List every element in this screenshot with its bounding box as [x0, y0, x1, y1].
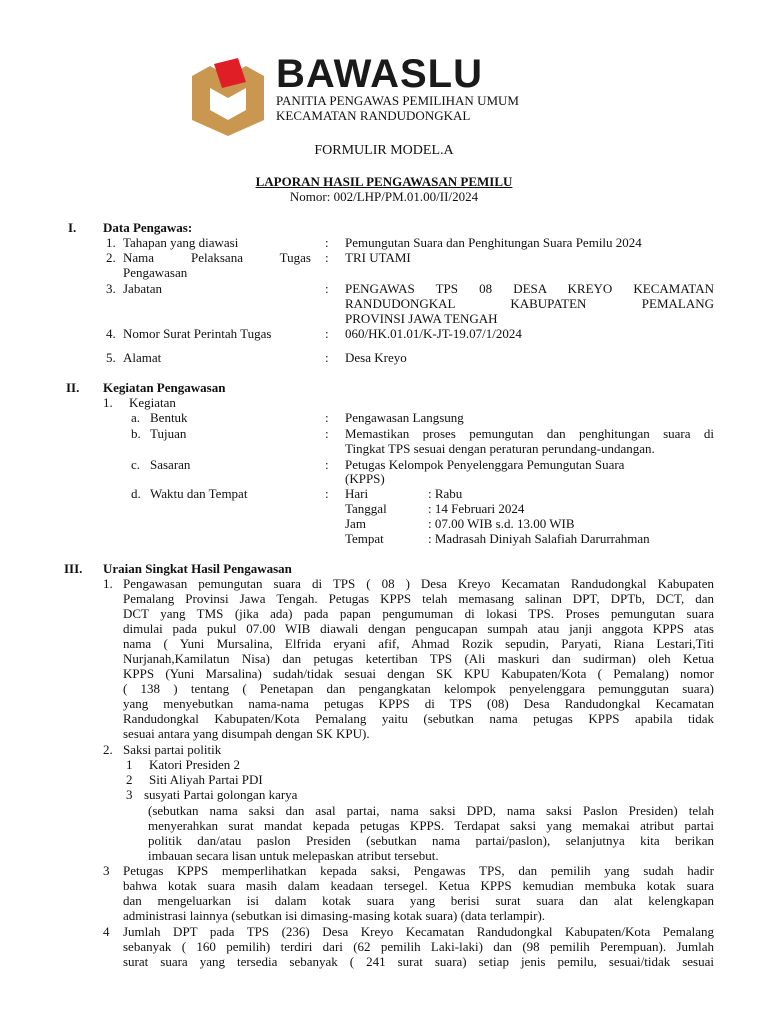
c-letter: c.	[131, 457, 141, 472]
item4-label: Nomor Surat Perintah Tugas	[123, 326, 272, 341]
c-value-line1: Petugas Kelompok Penyelenggara Pemungutan Suara	[345, 457, 625, 472]
b-colon: :	[325, 426, 329, 441]
item3-value-line2: RANDUDONGKAL KABUPATEN PEMALANG	[345, 296, 714, 311]
p1-line: ( 138 ) tentang ( Penetapan dan pengangkatan kelompok penyelenggara pemunggutan suara)	[123, 681, 714, 696]
brand-wordmark: BAWASLU	[276, 52, 483, 96]
report-number: Nomor: 002/LHP/PM.01.00/II/2024	[289, 189, 479, 204]
d-colon: :	[325, 486, 329, 501]
item1-value: Pemungutan Suara dan Penghitungan Suara Pemilu 2024	[345, 235, 642, 250]
c-label: Sasaran	[150, 457, 191, 472]
d-key-jam: Jam	[345, 516, 366, 531]
a-label: Bentuk	[150, 410, 188, 425]
section1-roman: I.	[68, 220, 77, 235]
a-value: Pengawasan Langsung	[345, 410, 464, 425]
item2-value: TRI UTAMI	[345, 250, 411, 265]
item5-value: Desa Kreyo	[345, 350, 407, 365]
d-letter: d.	[131, 486, 141, 501]
item2-colon: :	[325, 250, 329, 265]
d-key-tanggal: Tanggal	[345, 501, 387, 516]
p4-line: Jumlah DPT pada TPS (236) Desa Kreyo Kecamatan Randudongkal Kabupaten/Kota Pemalang	[123, 924, 714, 939]
p3-line: Petugas KPPS memperlihatkan kepada saksi, Pengawas TPS, dan pemilih yang sudah hadir	[123, 863, 714, 878]
section2-sub-label: Kegiatan	[129, 395, 176, 410]
item3-value-line3: PROVINSI JAWA TENGAH	[345, 311, 498, 326]
item3-number: 3.	[106, 281, 116, 296]
witness-name: Katori Presiden 2	[149, 757, 240, 772]
p2-number: 2.	[103, 742, 113, 757]
bawaslu-logo-icon	[188, 58, 268, 138]
p4-number: 4	[103, 924, 110, 939]
witness-name: susyati Partai golongan karya	[144, 787, 298, 802]
p4-line: sebanyak ( 160 pemilih) terdiri dari (62 pemilih Laki-laki) dan (98 pemilih Perempuan). Jumlah	[123, 939, 714, 954]
b-value-line1: Memastikan proses pemungutan dan penghitungan suara di	[345, 426, 714, 441]
p3-line: administrasi lainnya (sebutkan isi dimasing-masing kotak suara) (data terlampir).	[123, 908, 546, 923]
item4-number: 4.	[106, 326, 116, 341]
section3-heading: Uraian Singkat Hasil Pengawasan	[103, 561, 292, 576]
p1-number: 1.	[103, 576, 113, 591]
p1-line: Pemalang Provinsi Jawa Tengah. Petugas KPPS telah memasang salinan DPT, DPTb, DCT, dan	[123, 591, 714, 606]
witness-number: 2	[126, 772, 133, 787]
p2-line: menyerahkan surat mandat kepada petugas KPPS. Terdapat saksi yang memakai atribut partai	[148, 818, 714, 833]
item5-number: 5.	[106, 350, 116, 365]
item2-label: Nama Pelaksana Tugas	[123, 250, 311, 265]
p1-line: Randudongkal Kabupaten/Kota Pemalang yaitu (sebutkan nama petugas KPPS apabila tidak	[123, 711, 714, 726]
a-letter: a.	[131, 410, 141, 425]
witness-name: Siti Aliyah Partai PDI	[149, 772, 263, 787]
a-colon: :	[325, 410, 329, 425]
section3-roman: III.	[64, 561, 83, 576]
item5-label: Alamat	[123, 350, 162, 365]
d-label: Waktu dan Tempat	[150, 486, 248, 501]
p3-line: bahwa kotak suara masih dalam keadaan tersegel. Ketua KPPS kemudian membuka kotak suara	[123, 878, 714, 893]
item2-label-cont: Pengawasan	[123, 265, 188, 280]
section1-heading: Data Pengawas:	[103, 220, 193, 235]
item1-label: Tahapan yang diawasi	[123, 235, 239, 250]
p3-line: dan mengeluarkan isi dalam kotak suara yang berisi surat suara dan alat kelengkapan	[123, 893, 714, 908]
form-title: FORMULIR MODEL.A	[314, 143, 454, 158]
section2-roman: II.	[66, 380, 80, 395]
p1-line: DCT yang TMS (jika ada) pada papan pengumuman di lokasi TPS. Proses pemungutan suara	[123, 606, 714, 621]
b-label: Tujuan	[150, 426, 187, 441]
item2-number: 2.	[106, 250, 116, 265]
p2-line: imbauan secara lisan untuk melepaskan atribut tersebut.	[148, 848, 439, 863]
p2-line: (sebutkan nama saksi dan asal partai, nama saksi DPD, nama saksi Paslon Presiden) telah	[148, 803, 714, 818]
item1-colon: :	[325, 235, 329, 250]
item4-colon: :	[325, 326, 329, 341]
item5-colon: :	[325, 350, 329, 365]
p2-heading: Saksi partai politik	[123, 742, 222, 757]
p1-line: sesuai antara yang disumpah dengan SK KPU).	[123, 726, 370, 741]
p1-line: yang menyebutkan nama-nama petugas KPPS di TPS (08) Desa Randudongkal Kecamatan	[123, 696, 714, 711]
d-key-hari: Hari	[345, 486, 369, 501]
d-val-jam: : 07.00 WIB s.d. 13.00 WIB	[428, 516, 575, 531]
b-letter: b.	[131, 426, 141, 441]
p1-line: Nurjanah,Kamilatun Nisa) dan petugas ketertiban TPS (Ali maskuri dan sudirman) oleh Ketua	[123, 651, 714, 666]
report-title: LAPORAN HASIL PENGAWASAN PEMILU	[255, 174, 513, 189]
c-value-line2: (KPPS)	[345, 471, 385, 486]
witness-number: 1	[126, 757, 133, 772]
d-val-tanggal: : 14 Februari 2024	[428, 501, 525, 516]
p4-line: surat suara yang tersedia sebanyak ( 241 surat suara) setiap jenis pemilu, sesuai/tidak sesuai	[123, 954, 714, 969]
d-val-tempat: : Madrasah Diniyah Salafiah Darurrahman	[428, 531, 650, 546]
b-value-line2: Tingkat TPS sesuai dengan peraturan perundang-undangan.	[345, 441, 655, 456]
d-val-hari: : Rabu	[428, 486, 463, 501]
c-colon: :	[325, 457, 329, 472]
section2-heading: Kegiatan Pengawasan	[103, 380, 226, 395]
section2-sub-number: 1.	[103, 395, 113, 410]
p1-line: nama ( Yuni Mursalina, Elfrida eryani afif, Ahmad Rozik sepudin, Paryati, Riana Lestari,Titi	[123, 636, 714, 651]
p3-number: 3	[103, 863, 110, 878]
item4-value: 060/HK.01.01/K-JT-19.07/1/2024	[345, 326, 522, 341]
org-name-line2: KECAMATAN RANDUDONGKAL	[276, 108, 471, 123]
org-name-line1: PANITIA PENGAWAS PEMILIHAN UMUM	[276, 93, 519, 108]
item3-value-line1: PENGAWAS TPS 08 DESA KREYO KECAMATAN	[345, 281, 714, 296]
item3-label: Jabatan	[123, 281, 162, 296]
item3-colon: :	[325, 281, 329, 296]
d-key-tempat: Tempat	[345, 531, 384, 546]
witness-number: 3	[126, 787, 133, 802]
p2-line: politik dan/atau paslon Presiden (sebutkan nama partai/paslon), selanjutnya kita berikan	[148, 833, 714, 848]
p1-line: Pengawasan pemungutan suara di TPS ( 08 ) Desa Kreyo Kecamatan Randudongkal Kabupaten	[123, 576, 714, 591]
p1-line: dimulai pada pukul 07.00 WIB diawali dengan pengucapan sumpah atau janji anggota KPPS atas	[123, 621, 714, 636]
item1-number: 1.	[106, 235, 116, 250]
p1-line: KPPS (Yuni Marsalina) sudah/tidak sesuai dengan SK KPU Kabupaten/Kota ( Pemalang) nomor	[123, 666, 714, 681]
